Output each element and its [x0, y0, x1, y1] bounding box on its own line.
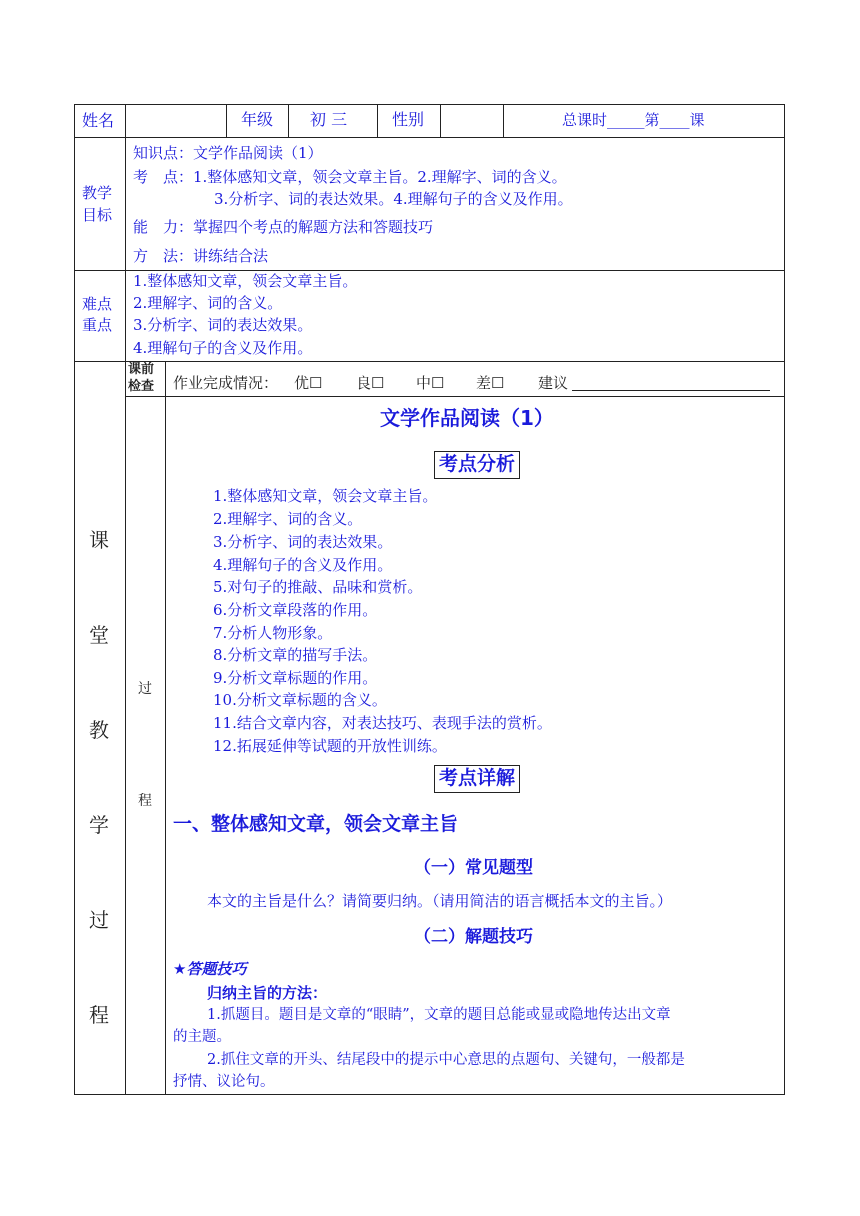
- row-divider-keypoints: [74, 361, 785, 362]
- analysis-item: 4.理解句子的含义及作用。: [213, 556, 393, 574]
- keypoints-label-2: 重点: [82, 316, 113, 334]
- grade-value: 初 三: [310, 110, 348, 129]
- analysis-item: 1.整体感知文章，领会文章主旨。: [213, 487, 438, 505]
- col-divider-process: [165, 361, 166, 1095]
- precheck-label-2: 检查: [128, 379, 155, 394]
- method-2-line-2: 抒情、议论句。: [173, 1074, 275, 1090]
- tips-label: ★答题技巧: [173, 960, 247, 978]
- analysis-item: 8.分析文章的描写手法。: [213, 646, 378, 664]
- homework-label: 作业完成情况：: [173, 374, 279, 392]
- precheck-label-1: 课前: [128, 362, 155, 377]
- homework-option-poor[interactable]: 差☐: [476, 374, 505, 392]
- keypoint-item: 2.理解字、词的含义。: [133, 294, 283, 312]
- goals-points-2: 3.分析字、词的表达效果。4.理解句子的含义及作用。: [214, 190, 573, 208]
- col-divider-label: [125, 104, 126, 1095]
- suggestion-label: 建议: [538, 374, 569, 392]
- col-divider-5: [503, 104, 504, 137]
- keypoints-label-1: 难点: [82, 295, 113, 313]
- row-divider-precheck: [125, 396, 785, 397]
- section-1-heading: 一、整体感知文章，领会文章主旨: [173, 813, 459, 835]
- detail-heading: 考点详解: [434, 765, 520, 793]
- col-divider-1: [226, 104, 227, 137]
- suggestion-line[interactable]: [572, 390, 770, 391]
- col-divider-2: [288, 104, 289, 137]
- sub-heading-question-types: （一）常见题型: [414, 858, 533, 878]
- process-label-char: 教: [89, 718, 109, 742]
- goals-label-1: 教学: [82, 184, 113, 202]
- analysis-item: 10.分析文章标题的含义。: [213, 691, 387, 709]
- method-2-line-1: 2.抓住文章的开头、结尾段中的提示中心意思的点题句、关键句，一般都是: [207, 1052, 685, 1068]
- analysis-item: 5.对句子的推敲、品味和赏析。: [213, 578, 423, 596]
- process-label-char: 学: [89, 813, 109, 837]
- keypoint-item: 4.理解句子的含义及作用。: [133, 339, 313, 357]
- col-divider-3: [377, 104, 378, 137]
- question-text: 本文的主旨是什么？请简要归纳。（请用简洁的语言概括本文的主旨。）: [207, 892, 673, 910]
- homework-option-excellent[interactable]: 优☐: [294, 374, 323, 392]
- col-divider-4: [440, 104, 441, 137]
- analysis-item: 9.分析文章标题的作用。: [213, 669, 378, 687]
- process-sub-label-1: 过: [138, 681, 152, 697]
- homework-option-good[interactable]: 良☐: [356, 374, 385, 392]
- analysis-item: 11.结合文章内容，对表达技巧、表现手法的赏析。: [213, 714, 552, 732]
- content-title: 文学作品阅读（1）: [380, 406, 554, 430]
- gender-label: 性别: [392, 110, 425, 129]
- analysis-item: 12.拓展延伸等试题的开放性训练。: [213, 737, 447, 755]
- process-label-char: 课: [89, 528, 109, 552]
- row-divider-header: [74, 137, 785, 138]
- name-label: 姓名: [82, 111, 115, 130]
- process-label-char: 堂: [89, 623, 109, 647]
- homework-option-fair[interactable]: 中☐: [416, 374, 445, 392]
- method-1-line-2: 的主题。: [173, 1029, 231, 1045]
- grade-label: 年级: [241, 110, 274, 129]
- row-divider-goals: [74, 270, 785, 271]
- analysis-item: 2.理解字、词的含义。: [213, 510, 363, 528]
- process-label-char: 过: [89, 908, 109, 932]
- method-heading: 归纳主旨的方法：: [207, 984, 328, 1002]
- method-1-line-1: 1.抓题目。题目是文章的“眼睛”，文章的题目总能或显或隐地传达出文章: [207, 1007, 671, 1023]
- keypoint-item: 3.分析字、词的表达效果。: [133, 316, 313, 334]
- total-hours-text: 总课时_____第____课: [562, 111, 705, 129]
- process-label-char: 程: [89, 1003, 109, 1027]
- keypoint-item: 1.整体感知文章，领会文章主旨。: [133, 272, 358, 290]
- goals-points-1: 考 点：1.整体感知文章，领会文章主旨。2.理解字、词的含义。: [133, 168, 567, 186]
- goals-knowledge: 知识点：文学作品阅读（1）: [133, 144, 323, 162]
- sub-heading-techniques: （二）解题技巧: [414, 927, 533, 947]
- goals-label-2: 目标: [82, 206, 113, 224]
- analysis-item: 3.分析字、词的表达效果。: [213, 533, 393, 551]
- analysis-item: 6.分析文章段落的作用。: [213, 601, 378, 619]
- analysis-item: 7.分析人物形象。: [213, 624, 333, 642]
- process-sub-label-2: 程: [138, 793, 152, 809]
- goals-ability: 能 力：掌握四个考点的解题方法和答题技巧: [133, 218, 434, 236]
- goals-method: 方 法：讲练结合法: [133, 247, 269, 265]
- analysis-heading: 考点分析: [434, 451, 520, 479]
